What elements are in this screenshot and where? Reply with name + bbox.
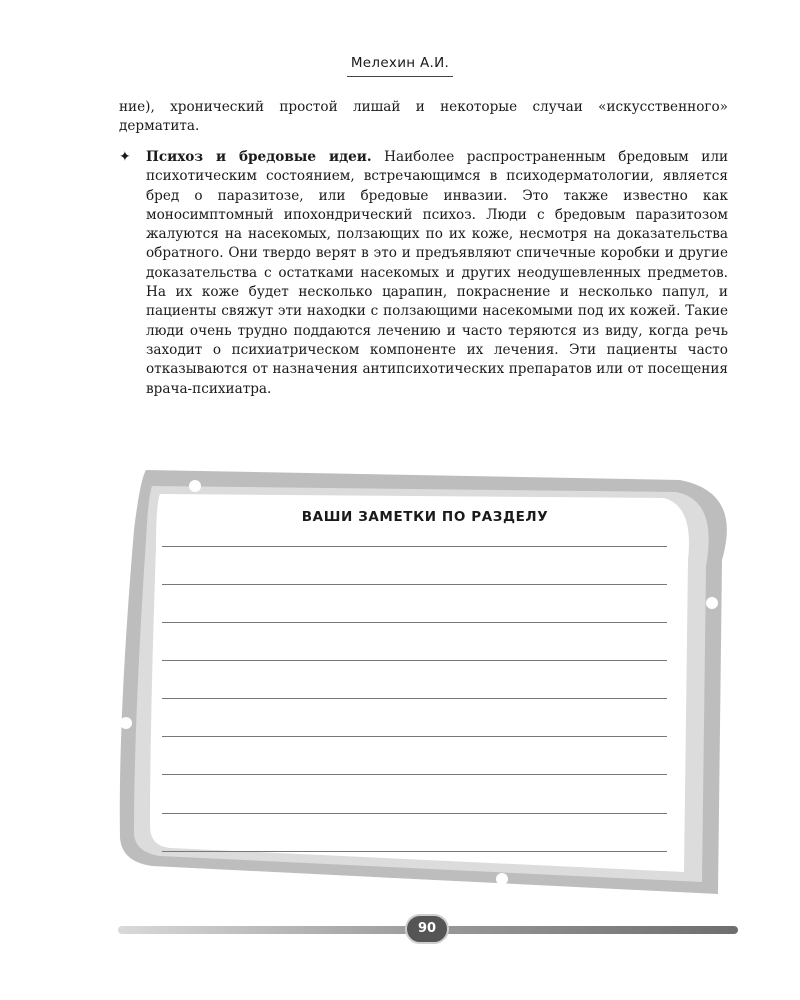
page-number: 90 <box>417 921 437 936</box>
bullet-body: Наиболее распространенным бредовым или психотическим состоянием, встречающимся в психодерматологии, является бред о паразитозе, или бредовые инвазии. Это также известно как моносимптомный ипохондрический психоз. Люди с бредовым паразитозом жалуются на насекомых, ползающих по их коже, несмотря на доказательства обратного. Они твердо верят в это и предъявляют спичечные коробки и другие доказательства с остатками насекомых и других неодушевленных предметов. На их коже будет несколько царапин, покраснение и несколько папул, и пациенты свяжут эти находки с ползающими насекомыми под их кожей. Такие люди очень трудно поддаются лечению и часто теряются из виду, когда речь заходит о психиатрическом компоненте их лечения. Эти пациенты часто отказываются от назначения антипсихотических препаратов или от посещения врача-психиатра. <box>146 149 729 397</box>
notes-line[interactable] <box>162 622 667 623</box>
notes-line[interactable] <box>162 584 667 585</box>
frame-dot-top <box>189 480 201 492</box>
notes-line[interactable] <box>162 813 667 814</box>
notes-line[interactable] <box>162 546 667 547</box>
frame-dot-bottom <box>496 873 508 885</box>
notes-panel <box>150 494 689 872</box>
running-title: Мелехин А.И. <box>347 55 453 77</box>
four-point-star-bullet-icon: ✦ <box>119 149 131 165</box>
bullet-title: Психоз и бредовые идеи. <box>146 149 372 165</box>
frame-dot-left <box>120 717 132 729</box>
notes-line[interactable] <box>162 851 667 852</box>
notes-title: ВАШИ ЗАМЕТКИ ПО РАЗДЕЛУ <box>301 509 549 525</box>
notes-line[interactable] <box>162 736 667 737</box>
continuation-paragraph: ние), хронический простой лишай и некоторые случаи «искусственного» дерматита. <box>119 99 728 135</box>
notes-line[interactable] <box>162 660 667 661</box>
notes-line[interactable] <box>162 774 667 775</box>
notes-line[interactable] <box>162 698 667 699</box>
frame-dot-right <box>706 597 718 609</box>
